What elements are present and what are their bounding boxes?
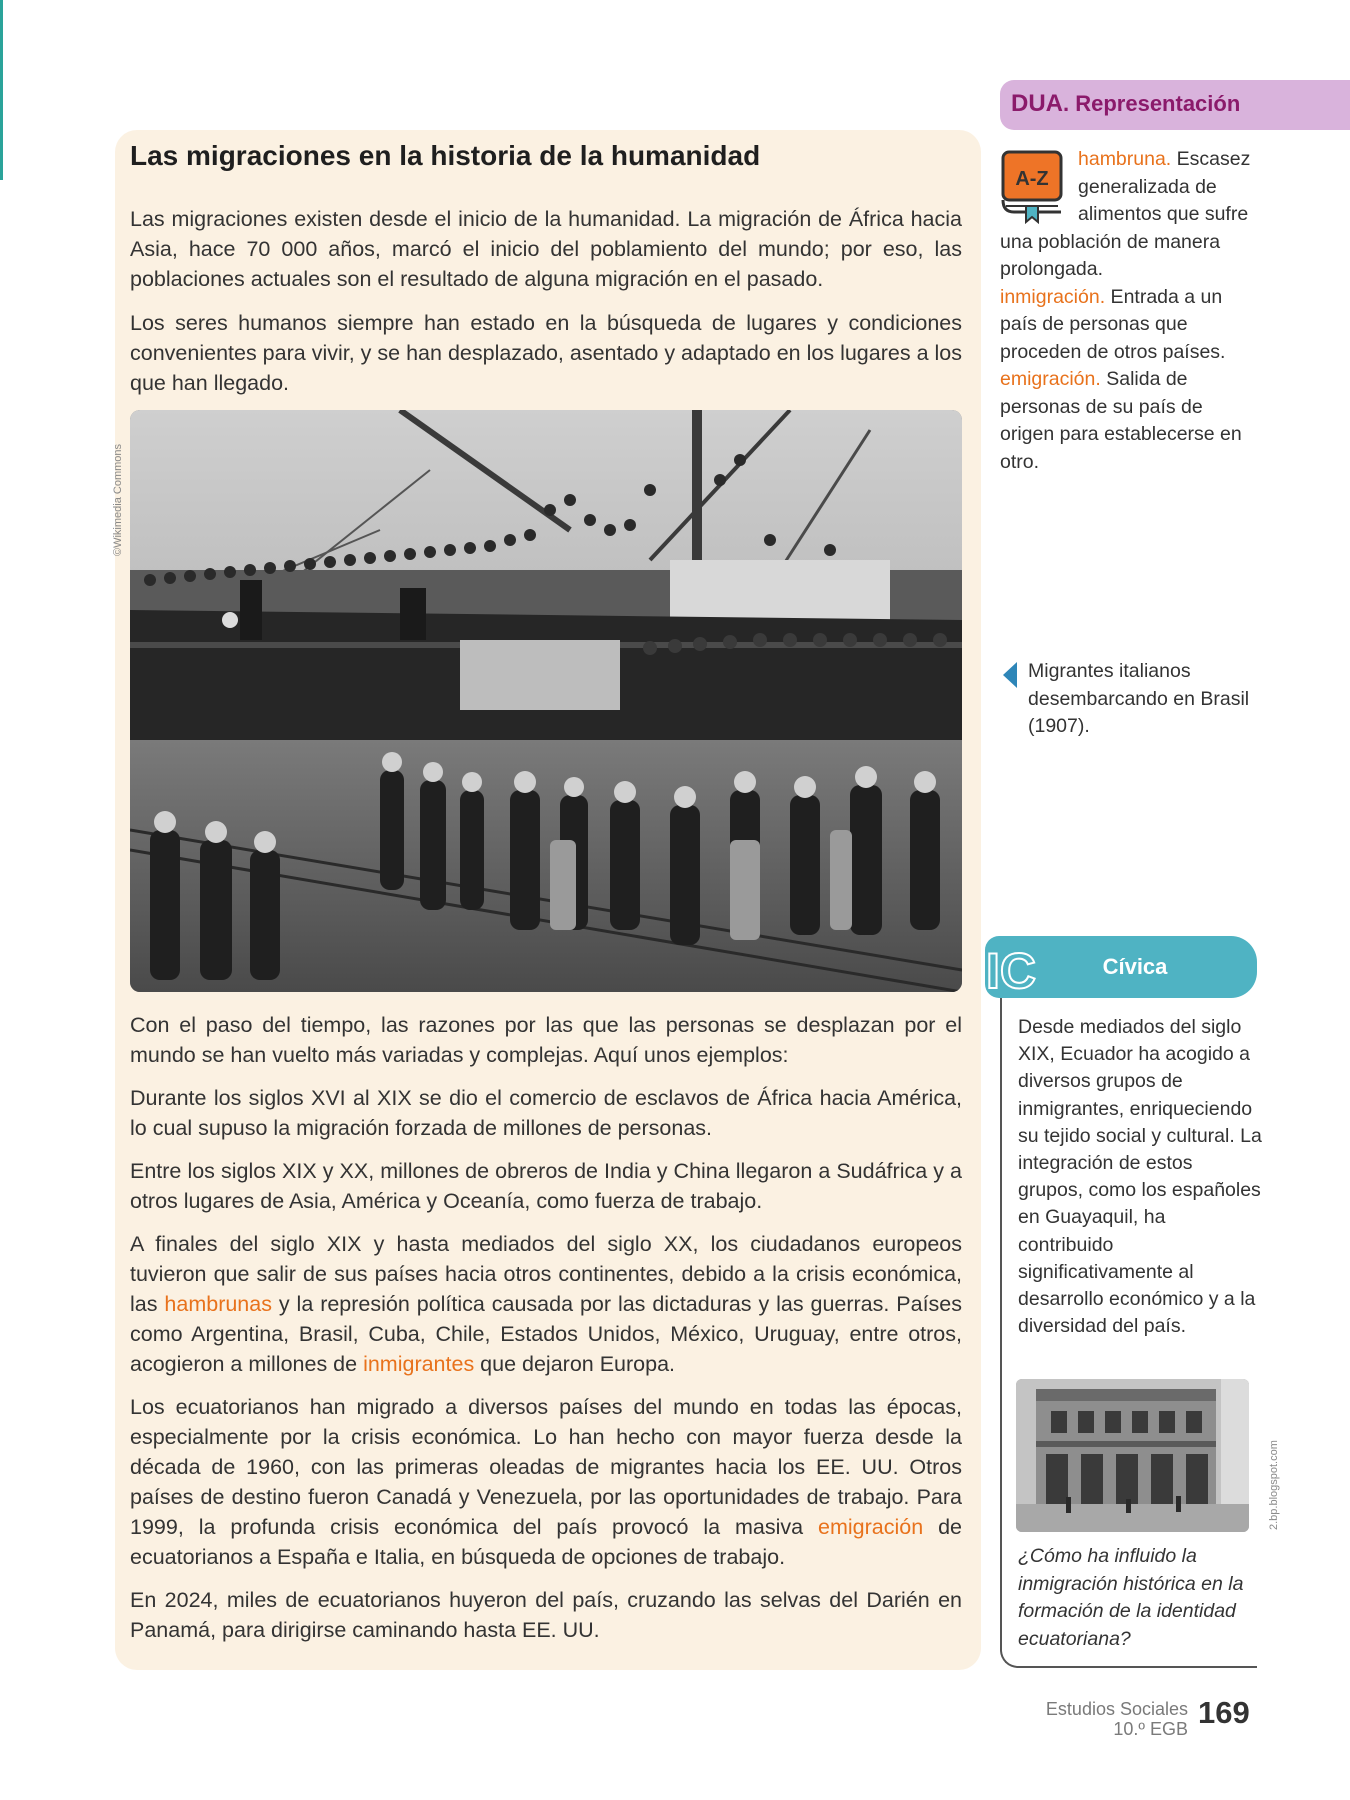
photo-caption: Migrantes italianos desembarcando en Brasil (1907). (1028, 660, 1250, 737)
paragraph-ecuadorians-text-b: de ecuatorianos a España e Italia, en búsqueda de opciones de trabajo. (130, 1515, 962, 1569)
page-number: 169 (1198, 1695, 1250, 1730)
paragraph-reasons: Con el paso del tiempo, las razones por las que las personas se desplazan por el mundo se han vuelto más variadas y complejas. Aquí unos ejemplos: (130, 1013, 962, 1067)
page-title: Las migraciones en la historia de la humanidad (130, 140, 761, 171)
civica-title: Cívica (1102, 954, 1168, 979)
paragraph-workers: Entre los siglos XIX y XX, millones de obreros de India y China llegaron a Sudáfrica y a otros lugares de Asia, América y Oceanía, como fuerza de trabajo. (130, 1159, 962, 1213)
glossary-term: hambruna. (1078, 148, 1172, 170)
dua-label-main: DUA (1011, 90, 1063, 117)
paragraph-search: Los seres humanos siempre han estado en la búsqueda de lugares y condiciones convenientes para vivir, y se han desplazado, asentado y adaptado en los lugares a los que han llegado. (130, 311, 962, 395)
civica-ic-icon (982, 938, 1044, 1000)
civica-photo-credit: 2.bp.blogspot.com (1268, 1440, 1280, 1530)
glossary-link-emigracion[interactable]: emigración (818, 1515, 924, 1539)
ship-migrants-photo (130, 410, 962, 992)
paragraph-europeans-text-c: que dejaron Europa. (474, 1352, 676, 1376)
civica-text: Desde mediados del siglo XIX, Ecuador ha acogido a diversos grupos de inmigrantes, enriqueciendo su tejido social y cultural. La integración de estos grupos, como los españoles en Guayaquil, ha contribuido significativamente al desarrollo económico y a la diversidad del país. (1018, 1016, 1262, 1338)
photo-credit: ©Wikimedia Commons (112, 443, 124, 556)
dictionary-icon (1000, 150, 1064, 224)
guayaquil-building-photo (1016, 1379, 1249, 1532)
paragraph-ecuadorians (130, 1392, 962, 1572)
caption-pointer-icon (1003, 662, 1017, 688)
footer-grade: 10.º EGB (1113, 1719, 1188, 1739)
footer-subject-name: Estudios Sociales (1045, 1699, 1188, 1719)
dua-label-sub: . Representación (1063, 91, 1241, 116)
glossary-definition: Escasez generalizada de alimentos que sufre una población de manera prolongada. (1000, 148, 1251, 280)
glossary-link-inmigrantes[interactable]: inmigrantes (363, 1352, 475, 1376)
paragraph-ecuadorians-text-a: Los ecuatorianos han migrado a diversos países del mundo en todas las épocas, especialmente por la crisis económica. Lo han hecho con mayor fuerza desde la década de 1960, con las primeras oleadas de migrantes hacia los EE. UU. Otros países de destino fueron Canadá y Venezuela, por las oportunidades de trabajo. Para 1999, la profunda crisis económica del país provocó la masiva (130, 1395, 962, 1539)
glossary-term: inmigración. (1000, 285, 1106, 308)
paragraph-europeans-text-b: y la represión política causada por las dictaduras y las guerras. Países como Argentina, Brasil, Cuba, Chile, Estados Unidos, México, Uruguay, entre otros, acogieron a millones de (130, 1292, 962, 1376)
page-edge-rule (0, 0, 3, 180)
paragraph-europeans-text-a: A finales del siglo XIX y hasta mediados del siglo XX, los ciudadanos europeos tuvieron que salir de sus países hacia otros continentes, debido a la crisis económica, las (130, 1232, 962, 1316)
dictionary-icon-label: A-Z (1015, 168, 1049, 190)
glossary-definition: Entrada a un país de personas que proceden de otros países. (1000, 285, 1226, 363)
paragraph-slavery: Durante los siglos XVI al XIX se dio el comercio de esclavos de África hacia América, lo cual supuso la migración forzada de millones de personas. (130, 1086, 962, 1140)
footer-subject (1000, 1699, 1188, 1739)
building-photo-illustration (1016, 1379, 1249, 1532)
glossary-term: emigración. (1000, 368, 1101, 390)
ship-photo-illustration (130, 410, 962, 992)
glossary-entry-emigracion (1000, 366, 1262, 476)
glossary-link-hambrunas[interactable]: hambrunas (164, 1292, 272, 1316)
dua-label (1011, 90, 1240, 118)
reflection-question: ¿Cómo ha influido la inmigración histórica en la formación de la identidad ecuatoriana? (1018, 1545, 1244, 1650)
glossary-entry-inmigracion (1000, 284, 1262, 367)
glossary-definition: Salida de personas de su país de origen para establecerse en otro. (1000, 368, 1242, 473)
paragraph-europeans (130, 1229, 962, 1379)
paragraph-intro: Las migraciones existen desde el inicio de la humanidad. La migración de África hacia Asia, hace 70 000 años, marcó el inicio del poblamiento del mundo; por eso, las poblaciones actuales son el resultado de alguna migración en el pasado. (130, 207, 962, 291)
paragraph-2024: En 2024, miles de ecuatorianos huyeron del país, cruzando las selvas del Darién en Panamá, para dirigirse caminando hasta EE. UU. (130, 1588, 962, 1642)
civica-icon-label: IC (986, 943, 1036, 999)
